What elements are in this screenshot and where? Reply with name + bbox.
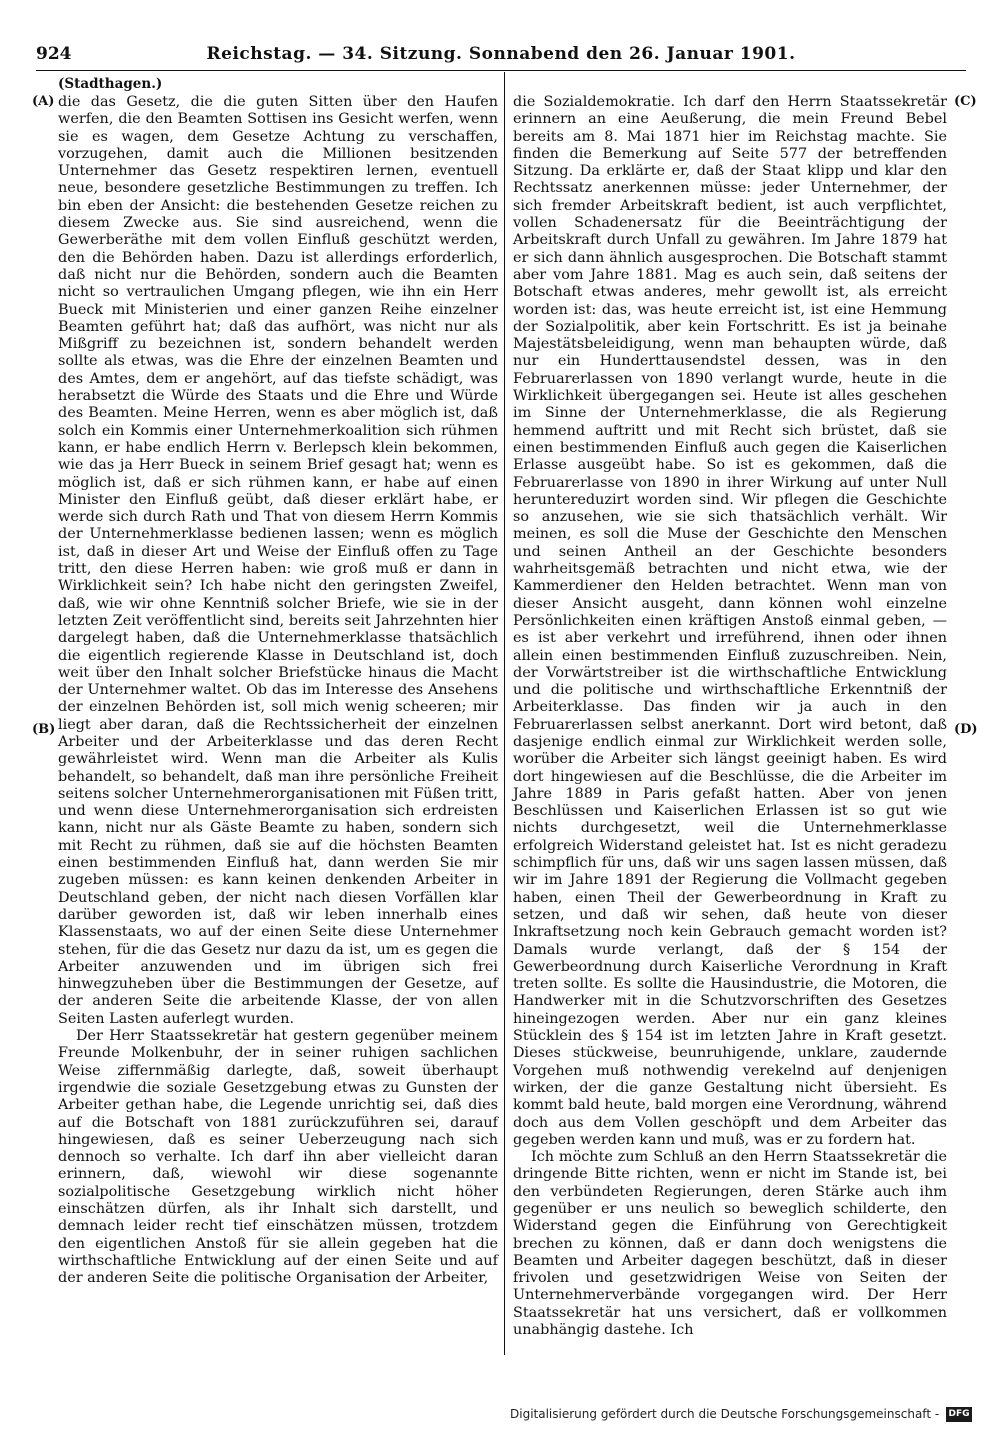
header-rule: [36, 70, 966, 71]
paragraph: Der Herr Staatssekretär hat gestern gegenüber meinem Freunde Molkenbuhr, der in seiner ruhigen sachlichen Weise ziffernmäßig darlegte, daß, soweit überhaupt irgendwie die soziale Gesetzgebung etwas zu Gunsten der Arbeiter gethan habe, die Legende unrichtig sei, daß dies auf die Botschaft von 1881 zurückzuführen sei, darauf hingewiesen, daß es seiner Ueberzeugung nach sich dennoch so verhalte. Ich darf ihn aber vielleicht daran erinnern, daß, wiewohl wir diese sogenannte sozialpolitische Gesetzgebung wirklich nicht höher einschätzen dürfen, als ihr Inhalt sich darstellt, und demnach leider recht tief einschätzen müssen, trotzdem den eigentlichen Anstoß für sie allein gegeben hat die wirthschaftliche Entwicklung auf der einen Seite und auf der anderen Seite die politische Organisation der Arbeiter,: [58, 1028, 498, 1287]
running-title: Reichstag. — 34. Sitzung. Sonnabend den 26. Januar 1901.: [206, 44, 796, 64]
left-column: [58, 94, 498, 1287]
column-divider: [504, 72, 505, 1355]
dfg-logo: DFG: [946, 1407, 972, 1422]
paragraph: die Sozialdemokratie. Ich darf den Herrn Staatssekretär erinnern an eine Aeußerung, die mein Freund Bebel bereits am 8. Mai 1871 hier im Reichstag machte. Sie finden die Bemerkung auf Seite 577 der betreffenden Sitzung. Da erklärte er, daß der Staat klipp und klar den Rechtssatz anerkennen müsse: jeder Unternehmer, der sich fremder Arbeitskraft bedient, ist auch verpflichtet, vollen Schadenersatz für die Beeinträchtigung der Arbeitskraft durch Unfall zu gewähren. Im Jahre 1879 hat er sich dann ähnlich ausgesprochen. Die Botschaft stammt aber vom Jahre 1881. Mag es auch sein, daß seitens der Botschaft etwas anderes, mehr gewollt ist, als erreicht worden ist: das, was heute erreicht ist, ist eine Hemmung der Sozialpolitik, aber kein Fortschritt. Es ist ja beinahe Majestätsbeleidigung, wenn man behaupten würde, daß nur ein Hunderttausendstel dessen, was in den Februarerlassen von 1890 verlangt wurde, heute in die Wirklichkeit übergegangen sei. Heute ist alles geschehen im Sinne der Unternehmerklasse, die als Regierung hemmend auftritt und mit Recht sich brüstet, daß sie einen bestimmenden Einfluß auch gegen die Kaiserlichen Erlasse ausgeübt habe. So ist es gekommen, daß die Februarerlasse von 1890 in ihrer Wirkung auf unter Null heruntereduzirt worden sind. Wir pflegen die Geschichte so anzusehen, wie sie sich thatsächlich verhält. Wir meinen, es soll die Muse der Geschichte den Menschen und seinen Antheil an der Geschichte besonders wahrheitsgemäß betrachten und nicht etwa, wie der Kammerdiener den Helden betrachtet. Wenn man von dieser Ansicht ausgeht, dann können wohl einzelne Persönlichkeiten einen kräftigen Anstoß einmal geben, — es ist aber verkehrt und irreführend, ihnen oder ihnen allein einen bestimmenden Einfluß zuzuschreiben. Nein, der Vorwärtstreiber ist die wirthschaftliche Entwicklung und die politische und wirthschaftliche Erkenntniß der Arbeiterklasse. Das finden wir ja auch in den Februarerlassen selbst anerkannt. Dort wird betont, daß dasjenige endlich einmal zur Wirklichkeit werden solle, worüber die Arbeiter sich längst geeinigt haben. Es wird dort hingewiesen auf die Beschlüsse, die die Arbeiter im Jahre 1889 in Paris gefaßt hatten. Aber von jenen Beschlüssen und Kaiserlichen Erlassen ist so gut wie nichts durchgesetzt, weil die Unternehmerklasse erfolgreich Widerstand geleistet hat. Ist es nicht geradezu schimpflich für uns, daß wir uns sagen lassen müssen, daß wir im Jahre 1891 der Regierung die Vollmacht gegeben haben, einen Theil der Gewerbeordnung in Kraft zu setzen, und daß wir sehen, daß heute von dieser Inkraftsetzung noch kein Gebrauch gemacht worden ist? Damals wurde verlangt, daß der § 154 der Gewerbeordnung durch Kaiserliche Verordnung in Kraft treten sollte. Es sollte die Hausindustrie, die Motoren, die Handwerker mit in die Schutzvorschriften des Gesetzes hineingezogen werden. Aber nur ein ganz kleines Stücklein des § 154 ist im letzten Jahre in Kraft gesetzt. Dieses stückweise, beunruhigende, unklare, zaudernde Vorgehen muß nothwendig verekelnd auf denjenigen wirken, der die ganze Gestaltung nicht übersieht. Es kommt bald heute, bald morgen eine Verordnung, während doch aus dem Vollen geschöpft und dem Arbeiter das gegeben werden kann und muß, was er zu fordern hat.: [513, 94, 947, 1148]
page-header: [36, 44, 966, 70]
footer-text: Digitalisierung gefördert durch die Deutsche Forschungsgemeinschaft -: [510, 1407, 940, 1421]
page-number: 924: [36, 44, 72, 64]
margin-marker-a: (A): [32, 94, 55, 109]
margin-marker-d: (D): [954, 722, 978, 737]
paragraph: Ich möchte zum Schluß an den Herrn Staatssekretär die dringende Bitte richten, wenn er nicht im Stande ist, bei den verbündeten Regierungen, deren Stärke auch ihm gegenüber er uns neulich so beweglich schilderte, den Widerstand gegen die Einführung von Gerechtigkeit brechen zu können, daß er dann doch wenigstens die Beamten und Arbeiter dagegen beschützt, daß in dieser frivolen und gesetzwidrigen Weise von Seiten der Unternehmerverbände vorgegangen wird. Der Herr Staatssekretär hat uns versichert, daß er vollkommen unabhängig dastehe. Ich: [513, 1149, 947, 1339]
paragraph: die das Gesetz, die die guten Sitten über den Haufen werfen, die den Beamten Sottisen ins Gesicht werfen, wenn sie es wagen, dem Gesetze Achtung zu verschaffen, vorzugehen, damit auch die Millionen besitzenden Unternehmer das Gesetz respektiren lernen, eventuell neue, besondere gesetzliche Bestimmungen zu treffen. Ich bin eben der Ansicht: die bestehenden Gesetze reichen zu diesem Zwecke aus. Sie sind ausreichend, wenn die Gewerberäthe mit dem vollen Einfluß geschützt werden, den die Behörden haben. Dazu ist allerdings erforderlich, daß nicht nur die Behörden, sondern auch die Beamten nicht so vertraulichen Umgang pflegen, wie ihn ein Herr Bueck mit Ministerien und einer ganzen Reihe einzelner Beamten geführt hat; daß das aufhört, was nicht nur als Mißgriff zu bezeichnen ist, sondern behandelt werden sollte als etwas, was die Ehre der einzelnen Beamten und des Amtes, dem er angehört, auf das tiefste schädigt, was herabsetzt die Würde des Staats und die Ehre und Würde des Beamten. Meine Herren, wenn es aber möglich ist, daß solch ein Kommis einer Unternehmerkoalition sich rühmen kann, er habe endlich Herrn v. Berlepsch klein bekommen, wie das ja Herr Bueck in seinem Brief gesagt hat; wenn es möglich ist, daß er sich rühmen kann, er habe auf einen Minister den Einfluß geübt, daß dieser erklärt habe, er werde sich durch Rath und That von diesem Herrn Kommis der Unternehmerklasse bedienen lassen; wenn es möglich ist, daß in dieser Art und Weise der Einfluß offen zu Tage tritt, den diese Herren haben: wie groß muß er dann in Wirklichkeit sein? Ich habe nicht den geringsten Zweifel, daß, wie wir ohne Kenntniß solcher Briefe, wie sie in der letzten Zeit veröffentlicht sind, bereits seit Jahrzehnten hier dargelegt haben, daß die Unternehmerklasse thatsächlich die eigentlich regierende Klasse in Deutschland ist, doch weit über den Inhalt solcher Briefstücke hinaus die Macht der Unternehmer waltet. Ob das im Interesse des Ansehens der einzelnen Behörden ist, soll mich wenig scheeren; mir liegt aber daran, daß die Rechtssicherheit der einzelnen Arbeiter und der Arbeiterklasse und das deren Recht gewährleistet wird. Wenn man die Arbeiter als Kulis behandelt, so behandelt, daß man ihre persönliche Freiheit seitens solcher Unternehmerorganisationen mit Füßen tritt, und wenn diese Unternehmerorganisation sich erdreisten kann, nicht nur als Gäste Beamte zu haben, sondern sich mit Recht zu rühmen, daß sie auf die höchsten Beamten einen bestimmenden Einfluß hat, dann werden Sie mir zugeben müssen: es kann keinen denkenden Arbeiter in Deutschland geben, der nicht nach diesen Vorfällen klar darüber geworden ist, daß wir leben innerhalb eines Klassenstaats, wo auf der einen Seite diese Unternehmer stehen, für die das Gesetz nur dazu da ist, um es gegen die Arbeiter anzuwenden und im übrigen sich frei hinwegzuheben über die Bestimmungen der Gesetze, auf der anderen Seite die arbeitende Klasse, der von allen Seiten Lasten auferlegt wurden.: [58, 94, 498, 1027]
margin-marker-c: (C): [954, 94, 977, 109]
margin-marker-b: (B): [32, 722, 56, 737]
speaker-name: (Stadthagen.): [58, 76, 163, 92]
right-column: [513, 94, 947, 1339]
footer-credit: [510, 1407, 972, 1422]
